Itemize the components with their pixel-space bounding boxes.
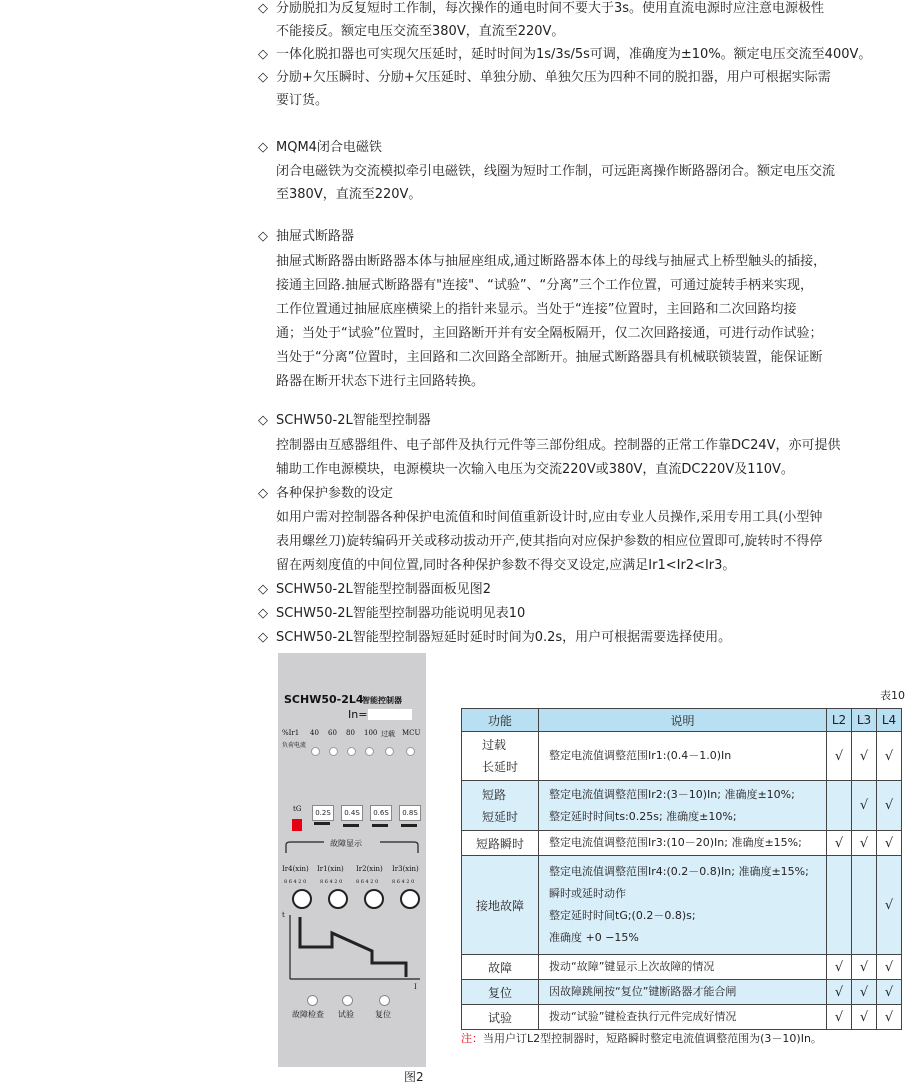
switch-mark bbox=[314, 822, 330, 825]
led-label: MCU bbox=[402, 729, 421, 737]
led-label: 过载 bbox=[381, 730, 395, 738]
led-indicator bbox=[365, 747, 374, 756]
description-cell: 整定延时时间tG;(0.2－0.8)s; bbox=[549, 909, 696, 922]
description-cell: 准确度 +0 −15% bbox=[549, 931, 639, 944]
time-display bbox=[341, 805, 363, 821]
check-cell bbox=[827, 856, 852, 955]
text-line: 路器在断开状态下进行主回路转换。 bbox=[276, 374, 485, 389]
section-heading: MQM4闭合电磁铁 bbox=[276, 140, 382, 155]
check-cell: √ bbox=[877, 1005, 902, 1030]
check-cell: √ bbox=[827, 732, 852, 781]
bullet: ◇ bbox=[258, 486, 268, 501]
test-button[interactable] bbox=[342, 995, 353, 1006]
text-line: 抽屉式断路器由断路器本体与抽屉座组成,通过断路器本体上的母线与抽屉式上桥型触头的插接， bbox=[276, 254, 827, 269]
led-label: 40 bbox=[310, 729, 319, 737]
led-indicator bbox=[329, 747, 338, 756]
section-heading: SCHW50-2L智能型控制器 bbox=[276, 413, 431, 428]
table-row bbox=[462, 781, 902, 831]
check-cell: √ bbox=[827, 1005, 852, 1030]
time-label: 0.6S bbox=[373, 809, 389, 817]
text-line: 工作位置通过抽屉底座横梁上的指针来显示。当处于“连接”位置时，主回路和二次回路均接 bbox=[276, 302, 797, 317]
text-line: SCHW50-2L智能型控制器短延时延时时间为0.2s，用户可根据需要选择使用。 bbox=[276, 630, 732, 645]
description-cell: 整定电流值调整范围Ir4:(0.2－0.8)In; 准确度±15%; bbox=[549, 865, 809, 878]
function-cell: 复位 bbox=[462, 980, 539, 1005]
function-cell: 故障 bbox=[462, 955, 539, 980]
in-label: In= bbox=[348, 708, 368, 721]
function-cell: 短路瞬时 bbox=[462, 831, 539, 856]
header-cell: L2 bbox=[827, 709, 852, 732]
ir3-knob[interactable] bbox=[400, 889, 420, 909]
description-cell: 拨动“试验”键检查执行元件完成好情况 bbox=[549, 1010, 737, 1023]
time-display bbox=[312, 805, 334, 821]
knob-scale: 8 6 4 2 0 bbox=[320, 879, 343, 885]
fault-display-label: 故障显示 bbox=[330, 839, 362, 848]
text-line: 如用户需对控制器各种保护电流值和时间值重新设计时,应由专业人员操作,采用专用工具(小型钟 bbox=[276, 510, 823, 525]
description-cell: 瞬时或延时动作 bbox=[549, 887, 626, 900]
section-heading: 各种保护参数的设定 bbox=[276, 486, 394, 501]
knob-label: Ir1(xin) bbox=[317, 865, 344, 873]
text-line: 要订货。 bbox=[276, 93, 329, 108]
load-current-label: %Ir1 bbox=[282, 729, 300, 737]
knob-scale: 8 6 4 2 0 bbox=[356, 879, 379, 885]
bullet: ◇ bbox=[258, 47, 268, 62]
text-line: 不能接反。额定电压交流至380V，直流至220V。 bbox=[276, 24, 565, 39]
header-cell: L4 bbox=[877, 709, 902, 732]
led-label: 100 bbox=[364, 729, 378, 737]
function-cell: 试验 bbox=[462, 1005, 539, 1030]
bullet: ◇ bbox=[258, 1, 268, 16]
check-cell bbox=[852, 856, 877, 955]
check-cell: √ bbox=[877, 856, 902, 955]
description-cell: 拨动“故障”键显示上次故障的情况 bbox=[549, 960, 715, 973]
table-row bbox=[462, 955, 902, 980]
trip-curve-diagram bbox=[278, 911, 426, 991]
time-display bbox=[399, 805, 421, 821]
table-row bbox=[462, 1005, 902, 1030]
check-cell: √ bbox=[877, 831, 902, 856]
button-label: 故障检查 bbox=[292, 1010, 324, 1019]
check-cell: √ bbox=[877, 980, 902, 1005]
knob-label: Ir3(xin) bbox=[392, 865, 419, 873]
description-cell: 整定电流值调整范围Ir1:(0.4－1.0)In bbox=[549, 749, 732, 762]
function-cell: 长延时 bbox=[481, 760, 518, 774]
text-line: 分励脱扣为反复短时工作制，每次操作的通电时间不要大于3s。使用直流电源时应注意电源极性 bbox=[276, 1, 825, 16]
knob-label: Ir4(xin) bbox=[282, 865, 309, 873]
text-line: 至380V，直流至220V。 bbox=[276, 187, 422, 202]
led-label: 80 bbox=[346, 729, 355, 737]
check-cell: √ bbox=[852, 1005, 877, 1030]
switch-mark bbox=[343, 824, 359, 827]
function-cell: 过载 bbox=[481, 738, 506, 752]
note-label: 注： bbox=[461, 1032, 483, 1045]
bullet: ◇ bbox=[258, 413, 268, 428]
description-cell: 整定电流值调整范围Ir3:(10－20)In; 准确度±15%; bbox=[549, 836, 802, 849]
text-line: 分励+欠压瞬时、分励+欠压延时、单独分励、单独欠压为四种不同的脱扣器，用户可根据实际需 bbox=[276, 70, 831, 85]
text-line: 留在两刻度值的中间位置,同时各种保护参数不得交叉设定,应满足Ir1<Ir2<Ir3。 bbox=[276, 558, 736, 573]
check-cell: √ bbox=[852, 732, 877, 781]
load-current-sub: 负荷电流 bbox=[282, 742, 307, 749]
function-cell: 短路 bbox=[481, 787, 506, 802]
led-indicator bbox=[406, 747, 415, 756]
check-cell: √ bbox=[852, 781, 877, 831]
check-cell: √ bbox=[852, 980, 877, 1005]
header-cell: 说明 bbox=[539, 709, 827, 732]
tg-switch[interactable] bbox=[292, 819, 302, 831]
bullet: ◇ bbox=[258, 70, 268, 85]
controller-panel-figure bbox=[278, 653, 426, 1067]
text-line: 接通主回路.抽屉式断路器有"连接"、“试验”、“分离”三个工作位置，可通过旋转手柄来实现， bbox=[276, 278, 814, 293]
time-label: 0.8S bbox=[402, 809, 418, 817]
reset-button[interactable] bbox=[379, 995, 390, 1006]
time-label: 0.4S bbox=[344, 809, 360, 817]
text-line: 当处于“分离”位置时，主回路和二次回路全部断开。抽屉式断路器具有机械联锁装置，能保证断 bbox=[276, 350, 823, 365]
bullet: ◇ bbox=[258, 140, 268, 155]
figure-caption: 图2 bbox=[404, 1070, 424, 1084]
button-label: 复位 bbox=[375, 1010, 391, 1019]
led-indicator bbox=[347, 747, 356, 756]
led-label: 60 bbox=[328, 729, 337, 737]
text-line: SCHW50-2L智能型控制器功能说明见表10 bbox=[276, 606, 526, 621]
text-line: SCHW50-2L智能型控制器面板见图2 bbox=[276, 582, 491, 597]
description-cell: 整定电流值调整范围Ir2:(3－10)In; 准确度±10%; bbox=[549, 787, 795, 801]
check-cell: √ bbox=[852, 955, 877, 980]
led-indicator bbox=[311, 747, 320, 756]
ir1-knob[interactable] bbox=[328, 889, 348, 909]
knob-scale: 8 6 4 2 0 bbox=[284, 879, 307, 885]
panel-name: 智能控制器 bbox=[362, 696, 402, 705]
text-line: 通；当处于“试验”位置时，主回路断开并有安全隔板隔开，仅二次回路接通，可进行动作试验； bbox=[276, 326, 823, 341]
table-row bbox=[462, 980, 902, 1005]
text-line: 控制器由互感器组件、电子部件及执行元件等三部份组成。控制器的正常工作靠DC24V，亦可提供 bbox=[276, 438, 841, 453]
time-label: 0.2S bbox=[315, 809, 331, 817]
panel-model: SCHW50-2L4 bbox=[284, 693, 364, 706]
check-cell: √ bbox=[827, 955, 852, 980]
function-cell: 短延时 bbox=[481, 809, 518, 824]
text-line: 闭合电磁铁为交流模拟牵引电磁铁，线圈为短时工作制，可远距离操作断路器闭合。额定电压交流 bbox=[276, 164, 836, 179]
description-cell: 整定延时时间ts:0.25s; 准确度±10%; bbox=[549, 809, 737, 823]
curve-axis-i: I bbox=[414, 983, 417, 991]
function-table bbox=[461, 708, 902, 1030]
ir4-knob[interactable] bbox=[292, 889, 312, 909]
knob-label: Ir2(xin) bbox=[356, 865, 383, 873]
check-cell: √ bbox=[827, 831, 852, 856]
knob-scale: 8 6 4 2 0 bbox=[392, 879, 415, 885]
text-line: 表用螺丝刀)旋转编码开关或移动拔动开产,使其指向对应保护参数的相应位置即可,旋转时不得停 bbox=[276, 534, 823, 549]
in-display bbox=[368, 709, 412, 720]
bullet: ◇ bbox=[258, 630, 268, 645]
switch-mark bbox=[401, 824, 417, 827]
table-header-row bbox=[462, 709, 902, 732]
check-cell: √ bbox=[877, 781, 902, 831]
description-cell: 因故障跳闸按“复位”键断路器才能合闸 bbox=[549, 985, 737, 998]
text-line: 一体化脱扣器也可实现欠压延时，延时时间为1s/3s/5s可调，准确度为±10%。额定电压交流至400V。 bbox=[276, 47, 872, 62]
bullet: ◇ bbox=[258, 582, 268, 597]
table-row bbox=[462, 732, 902, 781]
table-row bbox=[462, 831, 902, 856]
ir2-knob[interactable] bbox=[364, 889, 384, 909]
curve-axis-t: t bbox=[282, 911, 285, 919]
header-cell: 功能 bbox=[462, 709, 539, 732]
table-caption: 表10 bbox=[880, 689, 905, 702]
check-cell: √ bbox=[877, 732, 902, 781]
function-cell: 接地故障 bbox=[462, 856, 539, 955]
switch-mark bbox=[372, 824, 388, 827]
note-text: 当用户订L2型控制器时，短路瞬时整定电流值调整范围为(3－10)In。 bbox=[483, 1032, 822, 1045]
section-heading: 抽屉式断路器 bbox=[276, 229, 355, 244]
led-indicator bbox=[385, 747, 394, 756]
check-cell: √ bbox=[852, 831, 877, 856]
header-cell: L3 bbox=[852, 709, 877, 732]
table-note bbox=[461, 1030, 822, 1048]
bullet: ◇ bbox=[258, 606, 268, 621]
check-cell: √ bbox=[827, 980, 852, 1005]
time-display bbox=[370, 805, 392, 821]
check-cell bbox=[827, 781, 852, 831]
fault-check-button[interactable] bbox=[307, 995, 318, 1006]
tg-label: tG bbox=[293, 805, 302, 813]
table-row bbox=[462, 856, 902, 955]
button-label: 试验 bbox=[338, 1010, 354, 1019]
check-cell: √ bbox=[877, 955, 902, 980]
text-line: 辅助工作电源模块，电源模块一次输入电压为交流220V或380V，直流DC220V及110V。 bbox=[276, 462, 794, 477]
bullet: ◇ bbox=[258, 229, 268, 244]
